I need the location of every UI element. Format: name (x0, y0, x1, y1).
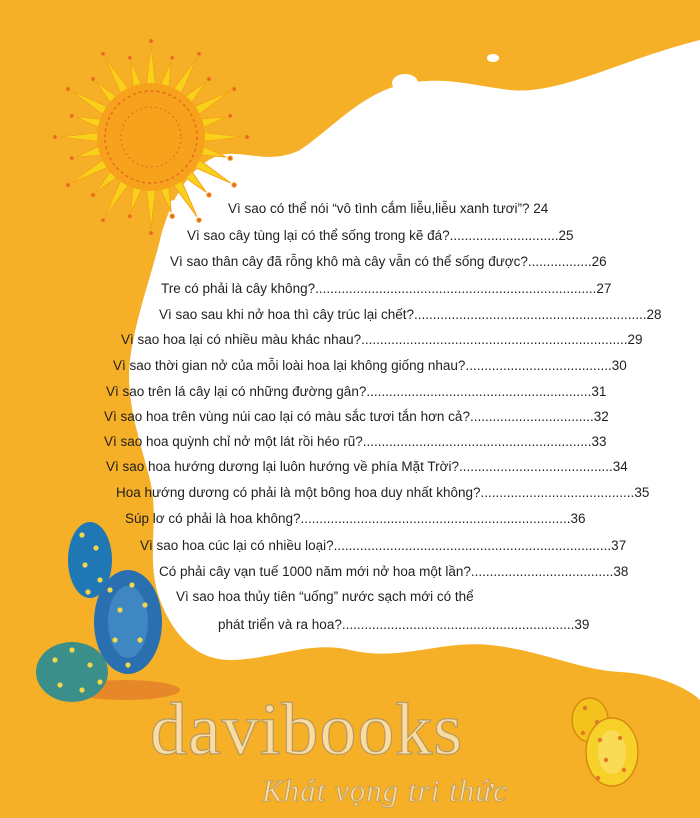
cactus-spine (129, 582, 134, 587)
sun-ray-tip (101, 52, 105, 56)
cactus-spine (583, 706, 587, 710)
sun-ray (146, 189, 155, 229)
sun-ray-tip (170, 56, 174, 60)
sun-ray-tip (70, 114, 74, 118)
cactus-spine (622, 768, 626, 772)
sun-ray-tip (170, 214, 174, 218)
sun-ray (203, 132, 243, 141)
toc-entry: Tre có phải là cây không?...........................................................................27 (161, 281, 612, 296)
toc-entry: Vì sao hoa thủy tiên “uống” nước sạch mới có thể (176, 589, 474, 604)
sun-ray-tip (53, 135, 57, 139)
cactus-spine (52, 657, 57, 662)
cactus-spine (107, 587, 112, 592)
sun-ray (105, 57, 129, 94)
watermark-brand: davibooks (150, 689, 464, 771)
toc-entry: Vì sao trên lá cây lại có những đường gân?............................................................31 (106, 384, 607, 399)
sun-ray-tip (197, 218, 201, 222)
cactus-spine (97, 679, 102, 684)
cactus-spine (595, 720, 599, 724)
sun-ray-tip (91, 193, 95, 197)
sun-ray (71, 91, 108, 115)
sun-ray (71, 159, 108, 183)
toc-entry: Vì sao cây tùng lại có thể sống trong kẽ đá?.............................25 (187, 228, 574, 243)
cactus-spine (82, 562, 87, 567)
cactus-spine (598, 738, 602, 742)
cactus-spine (69, 647, 74, 652)
cactus-spine (112, 637, 117, 642)
bubble-shape (487, 54, 499, 62)
toc-entry: Vì sao sau khi nở hoa thì cây trúc lại chết?..............................................................28 (159, 307, 662, 322)
sun-ray-tip (228, 114, 232, 118)
toc-entry: Vì sao hoa lại có nhiều màu khác nhau?.......................................................................29 (121, 332, 643, 347)
cactus-spine (137, 637, 142, 642)
cactus-spine (596, 776, 600, 780)
watermark-slogan: Khát vọng tri thức (262, 773, 508, 808)
toc-entry: Có phải cây vạn tuế 1000 năm mới nở hoa một lần?......................................38 (159, 564, 629, 579)
sun-ray-tip (232, 183, 236, 187)
sun-ray-tip (128, 56, 132, 60)
sun-ray-tip (207, 193, 211, 197)
bubble-shape (392, 74, 418, 92)
sun-ray (59, 132, 99, 141)
toc-entry: Vì sao hoa cúc lại có nhiều loại?..........................................................................37 (140, 538, 627, 553)
cactus-spine (87, 662, 92, 667)
bubble-shape (431, 99, 449, 111)
cactus-spine (117, 607, 122, 612)
sun-ray-tip (232, 87, 236, 91)
sun-ray-tip (91, 77, 95, 81)
sun-ray (194, 91, 231, 115)
sun-ray-tip (66, 183, 70, 187)
toc-entry: Vì sao hoa quỳnh chỉ nở một lát rồi héo rũ?.............................................................33 (104, 434, 607, 449)
cactus-spine (79, 687, 84, 692)
toc-entry: Vì sao hoa hướng dương lại luôn hướng về phía Mặt Trời?.........................................34 (106, 459, 628, 474)
sun-ray (105, 180, 129, 217)
cactus-spine (125, 662, 130, 667)
cactus-spine (581, 731, 585, 735)
sun-ray (173, 57, 197, 94)
toc-entry: phát triển và ra hoa?..............................................................39 (218, 617, 590, 632)
toc-entry: Vì sao thân cây đã rỗng khô mà cây vẫn có thể sống được?.................26 (170, 254, 607, 269)
toc-entry: Hoa hướng dương có phải là một bông hoa duy nhất không?.........................................35 (116, 485, 650, 500)
toc-entry: Vì sao có thể nói “vô tình cắm liễu,liễu xanh tươi”? 24 (228, 201, 549, 216)
cactus-spine (93, 545, 98, 550)
cactus-spine (85, 589, 90, 594)
sun-ray-tip (149, 39, 153, 43)
cactus-spine (97, 577, 102, 582)
toc-entry: Vì sao thời gian nở của mỗi loài hoa lại không giống nhau?.......................................30 (113, 358, 627, 373)
cactus-yellow-illustration (572, 698, 638, 786)
cactus-spine (57, 682, 62, 687)
sun-ray-tip (245, 135, 249, 139)
sun-ray (146, 45, 155, 85)
cactus-spine (604, 758, 608, 762)
sun-ray-tip (207, 77, 211, 81)
sun-ray-tip (101, 218, 105, 222)
sun-ray-tip (197, 52, 201, 56)
cactus-spine (79, 532, 84, 537)
bubble-shape (377, 105, 391, 115)
cactus-spine (618, 736, 622, 740)
sun-ray-tip (128, 214, 132, 218)
sun-ray-tip (228, 156, 232, 160)
toc-entry: Vì sao hoa trên vùng núi cao lại có màu sắc tươi tắn hơn cả?.................................32 (104, 409, 609, 424)
toc-entry: Súp lơ có phải là hoa không?........................................................................36 (125, 511, 586, 526)
cactus-spine (142, 602, 147, 607)
sun-ray-tip (70, 156, 74, 160)
sun-ray-tip (66, 87, 70, 91)
sun-ray-tip (149, 231, 153, 235)
